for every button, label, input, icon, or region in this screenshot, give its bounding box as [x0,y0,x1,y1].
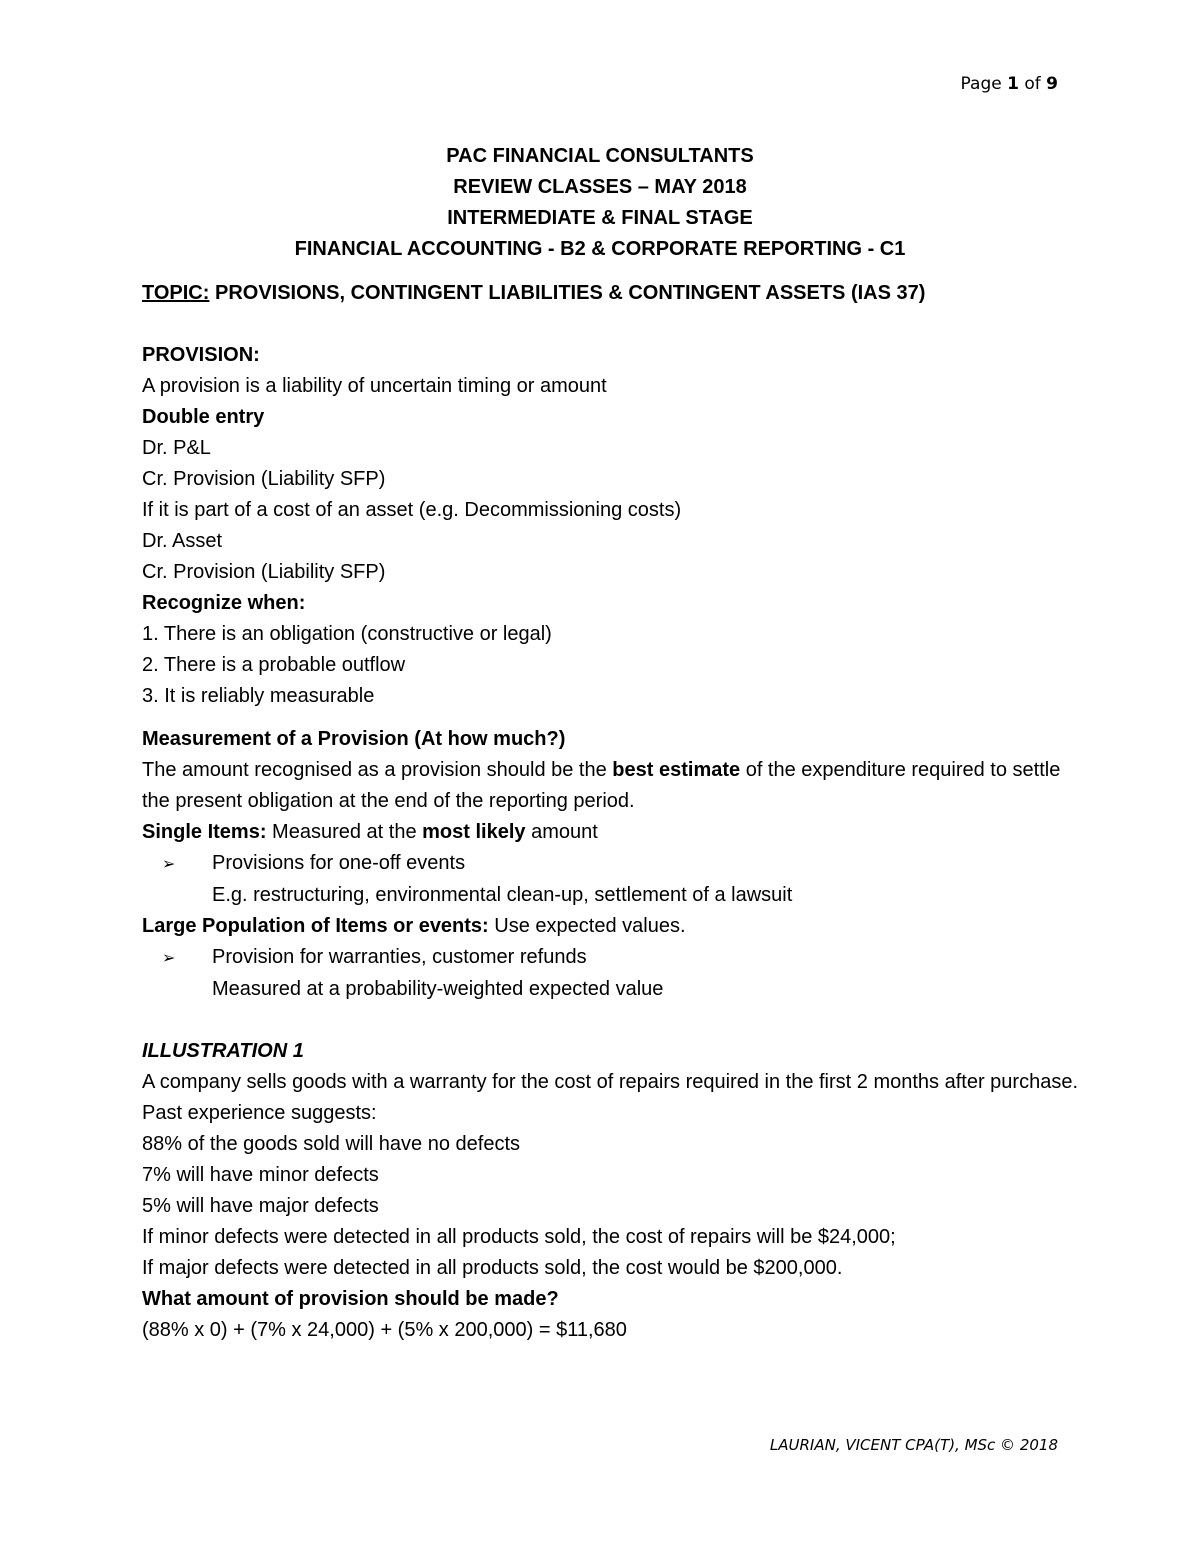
recognize-item: 3. It is reliably measurable [142,685,375,707]
measurement-paragraph [142,755,1062,786]
illustration-question: What amount of provision should be made? [142,1288,559,1310]
double-entry-heading: Double entry [142,406,265,428]
provision-definition: A provision is a liability of uncertain timing or amount [142,375,607,397]
title-line: INTERMEDIATE & FINAL STAGE [447,207,753,229]
recognize-heading: Recognize when: [142,592,306,614]
illustration-answer: (88% x 0) + (7% x 24,000) + (5% x 200,000) = $11,680 [142,1319,627,1341]
arrow-bullet-icon: ➢ [162,950,176,967]
single-items-text: Measured at the [266,821,423,843]
entry-credit-line: Cr. Provision (Liability SFP) [142,561,386,583]
page-of: of [1024,74,1041,94]
measurement-text: of the expenditure required to settle [740,759,1061,781]
illustration-line: 88% of the goods sold will have no defects [142,1133,521,1155]
title-line: REVIEW CLASSES – MAY 2018 [453,176,747,198]
page-total: 9 [1046,74,1058,94]
page-number [961,74,1058,94]
document-titles [0,141,1200,265]
topic-text: PROVISIONS, CONTINGENT LIABILITIES & CONTINGENT ASSETS (IAS 37) [209,282,926,304]
recognize-item: 1. There is an obligation (constructive or legal) [142,623,552,645]
measurement-bold: best estimate [612,759,741,781]
large-population-line [142,911,1062,942]
bullet-item [142,848,1062,880]
bullet-item [142,942,1062,974]
illustration-line: Past experience suggests: [142,1102,377,1124]
provision-heading: PROVISION: [142,344,260,366]
measurement-paragraph-line2: the present obligation at the end of the reporting period. [142,790,635,812]
bullet-example: Measured at a probability-weighted expected value [212,978,664,1000]
title-line: PAC FINANCIAL CONSULTANTS [446,145,754,167]
arrow-bullet-icon: ➢ [162,856,176,873]
illustration-line: A company sells goods with a warranty for the cost of repairs required in the first 2 months after purchase. [142,1071,1079,1093]
entry-debit-line: Dr. P&L [142,437,211,459]
measurement-heading: Measurement of a Provision (At how much?) [142,728,566,750]
topic-label: TOPIC: [142,282,210,304]
bullet-text: Provisions for one-off events [212,852,466,874]
page-label: Page [960,74,1002,94]
illustration-heading: ILLUSTRATION 1 [142,1040,304,1062]
footer-author: LAURIAN, VICENT CPA(T), MSc © 2018 [769,1436,1058,1454]
large-population-text: Use expected values. [488,915,686,937]
bullet-text: Provision for warranties, customer refunds [212,946,587,968]
entry-credit-line: Cr. Provision (Liability SFP) [142,468,386,490]
illustration-line: If major defects were detected in all products sold, the cost would be $200,000. [142,1257,843,1279]
single-items-label: Single Items: [142,821,267,843]
page-current: 1 [1007,74,1019,94]
single-items-line [142,817,1062,848]
single-items-text: amount [525,821,598,843]
illustration-line: 7% will have minor defects [142,1164,379,1186]
large-population-label: Large Population of Items or events: [142,915,489,937]
entry-debit-line: Dr. Asset [142,530,223,552]
measurement-text: The amount recognised as a provision should be the [142,759,613,781]
topic-line [142,278,1062,309]
asset-note: If it is part of a cost of an asset (e.g. Decommissioning costs) [142,499,682,521]
illustration-line: If minor defects were detected in all products sold, the cost of repairs will be $24,000; [142,1226,896,1248]
document-body [142,278,1079,1346]
single-items-bold: most likely [422,821,526,843]
recognize-item: 2. There is a probable outflow [142,654,406,676]
title-line: FINANCIAL ACCOUNTING - B2 & CORPORATE REPORTING - C1 [294,238,906,260]
bullet-example: E.g. restructuring, environmental clean-up, settlement of a lawsuit [212,884,793,906]
illustration-line: 5% will have major defects [142,1195,379,1217]
